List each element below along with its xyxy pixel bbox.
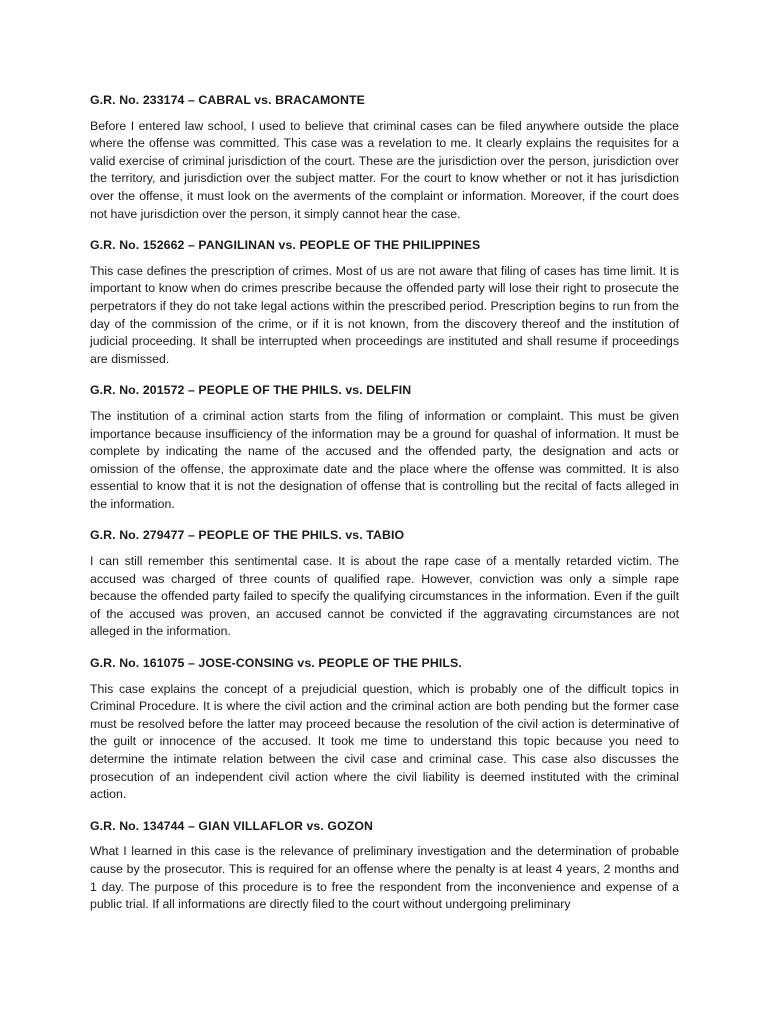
case-heading: G.R. No. 152662 – PANGILINAN vs. PEOPLE OF THE PHILIPPINES bbox=[90, 238, 481, 253]
case-section bbox=[90, 382, 679, 513]
case-body: This case defines the prescription of crimes. Most of us are not aware that filing of cases has time limit. It is important to know when do crimes prescribe because the offended party will lose their right to prosecute the perpetrators if they do not take legal actions within the prescribed period. Prescription begins to run from the day of the commission of the crime, or if it is not known, from the discovery thereof and the institution of judicial proceeding. It shall be interrupted when proceedings are instituted and shall resume if proceedings are dismissed. bbox=[90, 263, 679, 366]
case-body: Before I entered law school, I used to believe that criminal cases can be filed anywhere outside the place where the offense was committed. This case was a revelation to me. It clearly explains the requisites for a valid exercise of criminal jurisdiction of the court. These are the jurisdiction over the person, jurisdiction over the territory, and jurisdiction over the subject matter. For the court to know whether or not it has jurisdiction over the offense, it must look on the averments of the complaint or information. Moreover, if the court does not have jurisdiction over the person, it simply cannot hear the case. bbox=[90, 118, 679, 221]
case-heading: G.R. No. 233174 – CABRAL vs. BRACAMONTE bbox=[90, 93, 365, 107]
case-body: What I learned in this case is the relevance of preliminary investigation and the determination of probable cause by the prosecutor. This is required for an offense where the penalty is at least 4 years, 2 months and 1 day. The purpose of this procedure is to free the respondent from the inconvenience and expense of a public trial. If all informations are directly filed to the court without undergoing preliminary bbox=[90, 844, 679, 912]
document-page bbox=[90, 92, 679, 928]
case-section bbox=[90, 527, 679, 641]
case-section bbox=[90, 655, 679, 804]
case-body: The institution of a criminal action starts from the filing of information or complaint. This must be given importance because insufficiency of the information may be a ground for quashal of information. It must be complete by indicating the name of the accused and the offended party, the designation and acts or omission of the offense, the approximate date and the place where the offense was committed. It is also essential to know that it is not the designation of offense that is controlling but the recital of facts alleged in the information. bbox=[90, 408, 679, 511]
case-heading: G.R. No. 201572 – PEOPLE OF THE PHILS. vs. DELFIN bbox=[90, 383, 412, 398]
case-heading: G.R. No. 279477 – PEOPLE OF THE PHILS. vs. TABIO bbox=[90, 528, 405, 543]
case-heading: G.R. No. 161075 – JOSE-CONSING vs. PEOPLE OF THE PHILS. bbox=[90, 656, 462, 671]
case-section bbox=[90, 92, 679, 223]
case-heading: G.R. No. 134744 – GIAN VILLAFLOR vs. GOZON bbox=[90, 818, 373, 833]
case-body: I can still remember this sentimental case. It is about the rape case of a mentally retarded victim. The accused was charged of three counts of qualified rape. However, conviction was only a simple rape because the offended party failed to specify the qualifying circumstances in the information. Even if the guilt of the accused was proven, an accused cannot be convicted if the aggravating circumstances are not alleged in the information. bbox=[90, 554, 679, 639]
case-body: This case explains the concept of a prejudicial question, which is probably one of the difficult topics in Criminal Procedure. It is where the civil action and the criminal action are both pending but the former case must be resolved before the latter may proceed because the resolution of the civil action is determinative of the guilt or innocence of the accused. It took me time to understand this topic because you need to determine the intimate relation between the civil case and criminal case. This case also discusses the prosecution of an independent civil action where the civil liability is deemed instituted with the criminal action. bbox=[90, 681, 679, 802]
case-section bbox=[90, 818, 679, 914]
case-section bbox=[90, 237, 679, 368]
